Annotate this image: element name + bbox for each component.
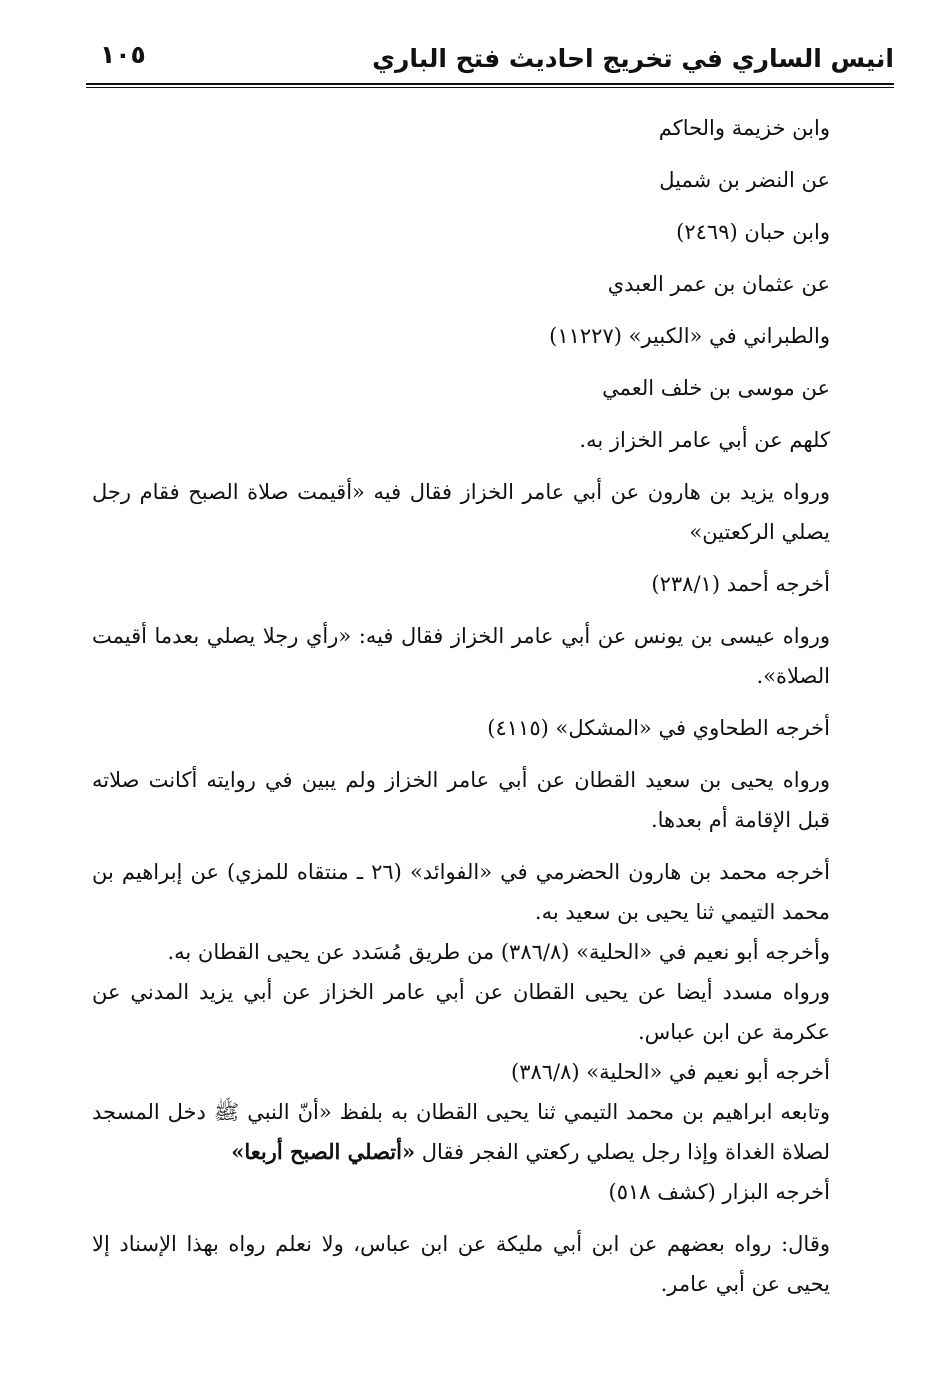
paragraph: ورواه يحيى بن سعيد القطان عن أبي عامر الخزاز ولم يبين في روايته أكانت صلاته قبل الإقامة أم بعدها.: [92, 768, 830, 832]
text-line: كلهم عن أبي عامر الخزاز به.: [579, 428, 830, 452]
paragraph: وقال: رواه بعضهم عن ابن أبي مليكة عن ابن عباس، ولا نعلم رواه بهذا الإسناد إلا يحيى عن أبي عامر.: [92, 1232, 830, 1296]
text-line: والطبراني في «الكبير» (١١٢٢٧): [549, 324, 830, 348]
page-header: [86, 38, 894, 84]
header-rule-thin: [86, 87, 894, 88]
running-title: انيس الساري في تخريج احاديث فتح الباري: [372, 44, 894, 73]
quoted-bold-text: «أتصلي الصبح أربعا»: [231, 1139, 416, 1164]
paragraph-text: وتابعه ابراهيم بن محمد التيمي ثنا يحيى القطان به بلفظ «أنّ النبي ﷺ دخل المسجد لصلاة الغداة وإذا رجل يصلي ركعتي الفجر فقال: [92, 1100, 830, 1164]
text-line: عن عثمان بن عمر العبدي: [607, 272, 830, 296]
paragraph: ورواه يزيد بن هارون عن أبي عامر الخزاز فقال فيه «أقيمت صلاة الصبح فقام رجل يصلي الركعتين»: [92, 480, 830, 544]
page-body: [92, 108, 888, 1304]
source-line: أخرجه البزار (كشف ٥١٨): [608, 1180, 830, 1204]
paragraph: ورواه مسدد أيضا عن يحيى القطان عن أبي عامر الخزاز عن أبي يزيد المدني عن عكرمة عن ابن عباس.: [92, 980, 830, 1044]
paragraph: ورواه عيسى بن يونس عن أبي عامر الخزاز فقال فيه: «رأي رجلا يصلي بعدما أقيمت الصلاة».: [92, 624, 830, 688]
source-line: أخرجه أحمد (٢٣٨/١): [651, 572, 830, 596]
text-line: وابن خزيمة والحاكم: [658, 116, 830, 140]
paragraph: أخرجه محمد بن هارون الحضرمي في «الفوائد» (٢٦ ـ منتقاه للمزي) عن إبراهيم بن محمد التيمي ثنا يحيى بن سعيد به.: [92, 860, 830, 924]
paragraph: [92, 1092, 888, 1172]
text-line: عن النضر بن شميل: [659, 168, 830, 192]
source-line: أخرجه الطحاوي في «المشكل» (٤١١٥): [487, 716, 830, 740]
text-line: وابن حبان (٢٤٦٩): [676, 220, 830, 244]
source-line: أخرجه أبو نعيم في «الحلية» (٣٨٦/٨): [510, 1060, 830, 1084]
text-line: عن موسى بن خلف العمي: [602, 376, 830, 400]
header-rule-thick: [86, 83, 894, 85]
source-line: وأخرجه أبو نعيم في «الحلية» (٣٨٦/٨) من طريق مُسَدد عن يحيى القطان به.: [167, 940, 830, 964]
page-number: ١٠٥: [100, 40, 146, 69]
